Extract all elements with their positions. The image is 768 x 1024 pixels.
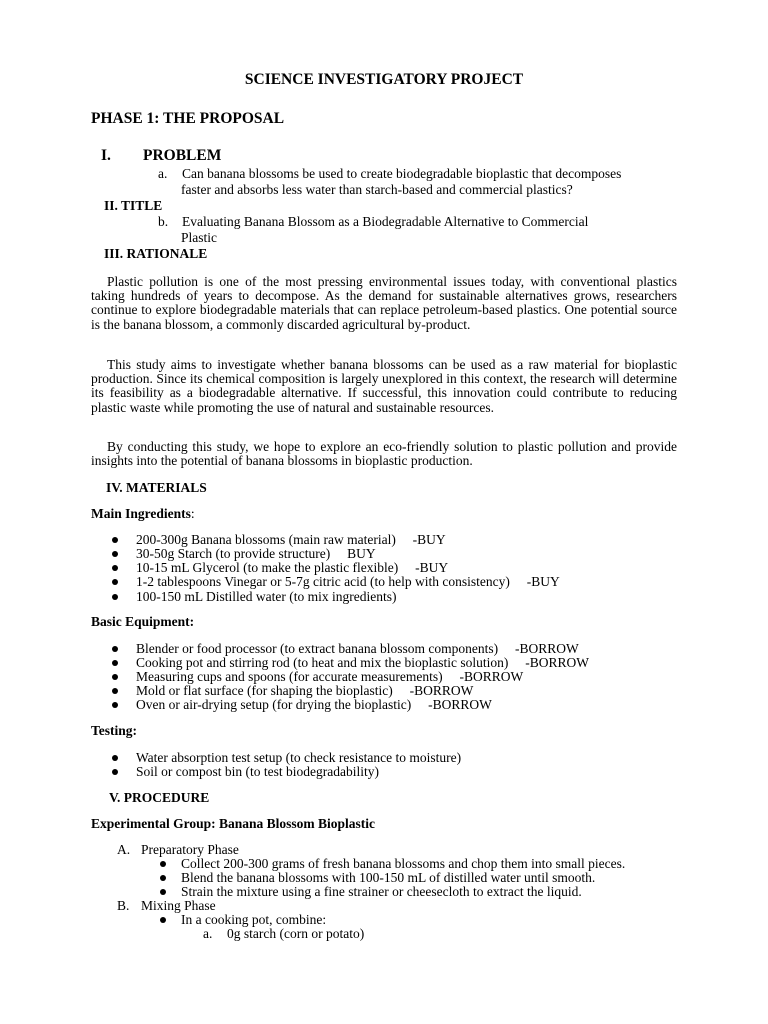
problem-item-line2: faster and absorbs less water than starch-based and commercial plastics? — [181, 182, 573, 197]
bullet-icon — [112, 565, 118, 571]
procedure-heading: V. PROCEDURE — [109, 790, 210, 805]
phase-b-subitem-letter: a. — [203, 926, 213, 941]
phase-a-step: Strain the mixture using a fine strainer or cheesecloth to extract the liquid. — [181, 884, 582, 899]
rationale-paragraph-1: Plastic pollution is one of the most pressing environmental issues today, with conventional plastics taking hundreds of years to decompose. As the demand for sustainable alternatives grows, researchers continue to explore biodegradable materials that can replace petroleum-based plastics. One potential source is the banana blossom, a commonly discarded agricultural by-product. — [91, 274, 677, 332]
title-item — [158, 214, 588, 230]
problem-item-letter: a. — [158, 166, 168, 181]
bullet-icon — [160, 889, 166, 895]
testing-label: Testing: — [91, 723, 138, 738]
main-ingredient-item: 10-15 mL Glycerol (to make the plastic flexible) -BUY — [136, 560, 449, 575]
testing-item: Soil or compost bin (to test biodegradability) — [136, 764, 379, 779]
main-ingredient-item: 200-300g Banana blossoms (main raw material) -BUY — [136, 532, 446, 547]
bullet-icon — [112, 579, 118, 585]
equipment-item: Cooking pot and stirring rod (to heat and mix the bioplastic solution) -BORROW — [136, 655, 589, 670]
problem-heading — [101, 147, 221, 165]
main-ingredients-label — [91, 506, 195, 522]
rationale-paragraph-3: By conducting this study, we hope to explore an eco-friendly solution to plastic pollution and provide insights into the potential of banana blossoms in bioplastic production. — [91, 439, 677, 469]
phase-b-letter: B. — [117, 898, 130, 913]
phase-a-step: Collect 200-300 grams of fresh banana blossoms and chop them into small pieces. — [181, 856, 626, 871]
main-ingredient-item: 100-150 mL Distilled water (to mix ingredients) — [136, 589, 397, 604]
bullet-icon — [112, 646, 118, 652]
materials-heading: IV. MATERIALS — [106, 480, 207, 495]
phase-b-step: In a cooking pot, combine: — [181, 912, 327, 927]
bullet-icon — [112, 537, 118, 543]
phase-b-subitem — [203, 926, 364, 942]
bullet-icon — [112, 674, 118, 680]
main-ingredient-item: 1-2 tablespoons Vinegar or 5-7g citric acid (to help with consistency) -BUY — [136, 574, 560, 589]
bullet-icon — [112, 660, 118, 666]
experimental-group-label: Experimental Group: Banana Blossom Bioplastic — [91, 816, 376, 831]
bullet-icon — [112, 769, 118, 775]
bullet-icon — [160, 875, 166, 881]
title-item-line2: Plastic — [181, 230, 217, 245]
testing-item: Water absorption test setup (to check resistance to moisture) — [136, 750, 462, 765]
bullet-icon — [112, 702, 118, 708]
bullet-icon — [160, 861, 166, 867]
phase-heading: PHASE 1: THE PROPOSAL — [91, 110, 285, 127]
phase-a-step: Blend the banana blossoms with 100-150 mL of distilled water until smooth. — [181, 870, 596, 885]
problem-label: PROBLEM — [143, 147, 222, 164]
phase-a-label: Preparatory Phase — [141, 842, 239, 857]
main-ingredient-item: 30-50g Starch (to provide structure) BUY — [136, 546, 376, 561]
document-title: SCIENCE INVESTIGATORY PROJECT — [244, 71, 524, 88]
title-section-heading: II. TITLE — [104, 198, 163, 213]
bullet-icon — [160, 917, 166, 923]
main-ingredients-label-text: Main Ingredients — [91, 506, 191, 521]
equipment-item: Measuring cups and spoons (for accurate measurements) -BORROW — [136, 669, 524, 684]
phase-a-letter: A. — [117, 842, 131, 857]
rationale-heading: III. RATIONALE — [104, 246, 208, 261]
problem-item-line1: Can banana blossoms be used to create biodegradable bioplastic that decomposes — [182, 166, 622, 181]
title-item-line1: Evaluating Banana Blossom as a Biodegradable Alternative to Commercial — [182, 214, 589, 229]
bullet-icon — [112, 688, 118, 694]
phase-b-subitem-text: 0g starch (corn or potato) — [227, 926, 365, 941]
main-ingredients-colon: : — [190, 506, 195, 521]
problem-item — [158, 166, 621, 182]
bullet-icon — [112, 755, 118, 761]
equipment-item: Blender or food processor (to extract banana blossom components) -BORROW — [136, 641, 579, 656]
problem-number: I. — [101, 147, 111, 164]
basic-equipment-label: Basic Equipment: — [91, 614, 195, 629]
bullet-icon — [112, 594, 118, 600]
equipment-item: Mold or flat surface (for shaping the bioplastic) -BORROW — [136, 683, 474, 698]
rationale-paragraph-2: This study aims to investigate whether banana blossoms can be used as a raw material for bioplastic production. Since its chemical composition is largely unexplored in this context, the research will determine its feasibility as a biodegradable alternative. If successful, this innovation could contribute to reducing plastic waste while promoting the use of natural and sustainable resources. — [91, 357, 677, 415]
phase-b-label: Mixing Phase — [141, 898, 216, 913]
bullet-icon — [112, 551, 118, 557]
title-item-letter: b. — [158, 214, 169, 229]
equipment-item: Oven or air-drying setup (for drying the bioplastic) -BORROW — [136, 697, 492, 712]
